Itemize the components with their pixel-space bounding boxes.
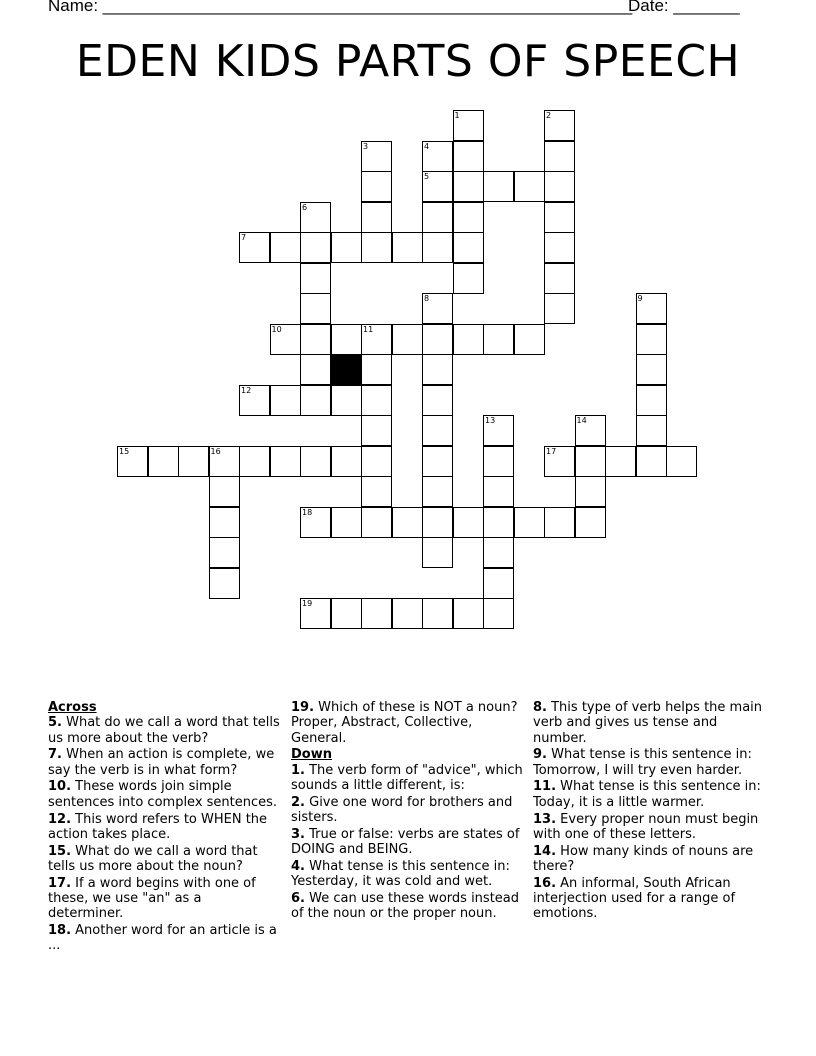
crossword-cell[interactable] — [575, 446, 606, 477]
crossword-cell[interactable] — [300, 385, 331, 416]
crossword-cell[interactable] — [422, 354, 453, 385]
crossword-cell[interactable] — [544, 507, 575, 538]
clue-item-number: 17. — [48, 875, 72, 891]
crossword-cell[interactable] — [483, 507, 514, 538]
clue-item-text: The verb form of "advice", which sounds a little different, is: — [291, 762, 523, 793]
crossword-cell[interactable] — [361, 232, 392, 263]
crossword-cell[interactable] — [483, 537, 514, 568]
clue-item-text: Which of these is NOT a noun? Proper, Abstract, Collective, General. — [291, 700, 518, 746]
crossword-cell[interactable] — [209, 476, 240, 507]
crossword-cell[interactable] — [331, 324, 362, 355]
clue-item-text: This type of verb helps the main verb and gives us tense and number. — [533, 700, 763, 746]
clue-item — [533, 844, 765, 875]
clue-item — [48, 844, 280, 875]
crossword-cell[interactable] — [544, 141, 575, 172]
clue-number: 17 — [546, 446, 557, 456]
down-heading: Down — [291, 747, 332, 763]
crossword-cell[interactable] — [636, 446, 667, 477]
crossword-cell[interactable] — [270, 446, 301, 477]
crossword-cell[interactable] — [422, 385, 453, 416]
crossword-cell[interactable] — [361, 385, 392, 416]
clue-item-text: This word refers to WHEN the action takes place. — [48, 811, 268, 842]
crossword-cell[interactable] — [453, 507, 484, 538]
clue-item — [291, 700, 523, 746]
clue-item-text: These words join simple sentences into complex sentences. — [48, 779, 278, 810]
clue-number: 18 — [302, 507, 313, 517]
crossword-cell[interactable] — [148, 446, 179, 477]
crossword-cell[interactable] — [422, 476, 453, 507]
crossword-cell[interactable] — [331, 446, 362, 477]
crossword-cell[interactable] — [239, 232, 270, 263]
clue-item-number: 11. — [533, 779, 557, 795]
clue-number: 1 — [454, 111, 460, 120]
crossword-cell[interactable] — [514, 507, 545, 538]
crossword-cell[interactable] — [331, 385, 362, 416]
clue-item — [291, 827, 523, 858]
crossword-cell[interactable] — [453, 598, 484, 629]
clue-item-number: 8. — [533, 700, 547, 715]
clue-item — [291, 795, 523, 826]
date-field-label: Date: _______ — [628, 0, 740, 15]
crossword-cell[interactable] — [239, 385, 270, 416]
clue-number: 15 — [119, 446, 130, 456]
crossword-cell[interactable] — [544, 171, 575, 202]
crossword-cell[interactable] — [544, 446, 575, 477]
crossword-cell[interactable] — [300, 598, 331, 629]
clue-item-number: 7. — [48, 747, 62, 763]
crossword-cell[interactable] — [636, 293, 667, 324]
name-field-label: Name: ________________________________________________________ — [48, 0, 633, 15]
clue-number: 10 — [271, 324, 282, 334]
clue-number: 2 — [546, 111, 552, 120]
crossword-cell[interactable] — [300, 202, 331, 233]
crossword-cell[interactable] — [575, 476, 606, 507]
crossword-cell[interactable] — [422, 232, 453, 263]
crossword-cell[interactable] — [575, 507, 606, 538]
clue-number: 3 — [363, 141, 369, 151]
clue-item — [48, 876, 280, 922]
clue-item-number: 9. — [533, 747, 547, 763]
crossword-cell[interactable] — [544, 202, 575, 233]
clue-item-text: If a word begins with one of these, we use "an" as a determiner. — [48, 875, 256, 922]
crossword-cell[interactable] — [300, 293, 331, 324]
clue-item-number: 15. — [48, 843, 72, 859]
clue-item-number: 13. — [533, 811, 557, 827]
crossword-cell[interactable] — [422, 171, 453, 202]
clue-item — [48, 923, 280, 954]
crossword-cell[interactable] — [392, 232, 423, 263]
crossword-cell[interactable] — [483, 598, 514, 629]
crossword-cell[interactable] — [422, 293, 453, 324]
clue-item — [533, 876, 765, 922]
clue-number: 11 — [363, 324, 374, 334]
crossword-cell[interactable] — [453, 110, 484, 141]
crossword-cell[interactable] — [361, 507, 392, 538]
clue-item-text: What tense is this sentence in: Tomorrow, I will try even harder. — [533, 747, 752, 778]
crossword-cell[interactable] — [483, 415, 514, 446]
crossword-cell[interactable] — [636, 324, 667, 355]
crossword-cell[interactable] — [514, 171, 545, 202]
clue-item-text: Every proper noun must begin with one of these letters. — [533, 811, 759, 842]
crossword-cell[interactable] — [361, 324, 392, 355]
clue-item — [533, 779, 765, 810]
crossword-cell[interactable] — [636, 354, 667, 385]
clue-item-text: How many kinds of nouns are there? — [533, 843, 754, 874]
clue-item-text: An informal, South African interjection used for a range of emotions. — [533, 875, 736, 922]
clue-item-number: 5. — [48, 715, 62, 731]
crossword-cell[interactable] — [422, 415, 453, 446]
crossword-cell[interactable] — [300, 507, 331, 538]
crossword-cell[interactable] — [300, 446, 331, 477]
crossword-cell[interactable] — [605, 446, 636, 477]
clue-item-number: 12. — [48, 811, 72, 827]
crossword-cell[interactable] — [575, 415, 606, 446]
clue-item-number: 16. — [533, 875, 557, 891]
clue-item-text: Give one word for brothers and sisters. — [291, 794, 513, 826]
crossword-cell[interactable] — [453, 263, 484, 294]
crossword-cell[interactable] — [178, 446, 209, 477]
crossword-cell[interactable] — [544, 293, 575, 324]
clue-item-number: 14. — [533, 843, 557, 859]
crossword-cell[interactable] — [392, 598, 423, 629]
crossword-cell[interactable] — [331, 232, 362, 263]
crossword-cell[interactable] — [544, 263, 575, 294]
crossword-cell[interactable] — [544, 110, 575, 141]
crossword-cell[interactable] — [209, 507, 240, 538]
clue-item — [48, 812, 280, 843]
clue-item-text: When an action is complete, we say the verb is in what form? — [48, 747, 275, 778]
crossword-cell[interactable] — [636, 415, 667, 446]
clue-item-number: 6. — [291, 891, 305, 907]
crossword-cell[interactable] — [361, 171, 392, 202]
crossword-cell[interactable] — [453, 171, 484, 202]
clue-item-text: Another word for an article is a ... — [48, 923, 277, 954]
crossword-cell[interactable] — [239, 446, 270, 477]
clues-column-1 — [48, 700, 280, 955]
clue-item-text: What tense is this sentence in: Today, it is a little warmer. — [533, 779, 761, 810]
crossword-cell[interactable] — [483, 568, 514, 599]
crossword-cell[interactable] — [453, 232, 484, 263]
clue-item-text: What tense is this sentence in: Yesterday, it was cold and wet. — [291, 858, 510, 890]
crossword-cell[interactable] — [117, 446, 148, 477]
clue-item-number: 19. — [291, 700, 315, 715]
clue-item — [533, 700, 765, 746]
clue-number: 6 — [302, 202, 308, 212]
clue-item — [533, 747, 765, 778]
clues-column-2 — [291, 700, 523, 923]
crossword-cell[interactable] — [361, 446, 392, 477]
crossword-cell[interactable] — [544, 232, 575, 263]
clue-number: 19 — [302, 599, 313, 608]
crossword-cell[interactable] — [361, 354, 392, 385]
clue-item-number: 10. — [48, 779, 72, 795]
crossword-cell[interactable] — [361, 202, 392, 233]
crossword-cell[interactable] — [422, 446, 453, 477]
crossword-cell[interactable] — [209, 537, 240, 568]
crossword-block — [331, 354, 362, 385]
crossword-cell[interactable] — [270, 324, 301, 355]
across-heading: Across — [48, 700, 97, 715]
crossword-cell[interactable] — [483, 476, 514, 507]
clue-item-number: 1. — [291, 762, 305, 778]
clues-column-3 — [533, 700, 765, 923]
crossword-cell[interactable] — [270, 232, 301, 263]
crossword-cell[interactable] — [666, 446, 697, 477]
clue-number: 7 — [241, 233, 247, 242]
crossword-cell[interactable] — [300, 263, 331, 294]
clue-number: 9 — [637, 294, 643, 303]
crossword-cell[interactable] — [514, 324, 545, 355]
crossword-cell[interactable] — [453, 324, 484, 355]
clue-item-text: What do we call a word that tells us more about the noun? — [48, 843, 258, 874]
crossword-cell[interactable] — [422, 598, 453, 629]
crossword-cell[interactable] — [453, 141, 484, 172]
clue-number: 8 — [424, 294, 430, 303]
clue-item-number: 2. — [291, 794, 305, 810]
crossword-cell[interactable] — [636, 385, 667, 416]
clue-item — [291, 763, 523, 794]
crossword-cell[interactable] — [422, 141, 453, 172]
clue-number: 4 — [424, 141, 430, 151]
crossword-cell[interactable] — [270, 385, 301, 416]
crossword-cell[interactable] — [300, 232, 331, 263]
clue-item-text: We can use these words instead of the noun or the proper noun. — [291, 891, 520, 922]
clue-number: 13 — [485, 416, 496, 425]
clue-item — [291, 891, 523, 922]
clue-item — [48, 779, 280, 810]
crossword-cell[interactable] — [453, 202, 484, 233]
clue-item — [291, 859, 523, 890]
crossword-cell[interactable] — [300, 324, 331, 355]
crossword-cell[interactable] — [361, 415, 392, 446]
clue-item — [48, 747, 280, 778]
clue-number: 5 — [424, 172, 430, 181]
clue-item-number: 4. — [291, 858, 305, 874]
crossword-cell[interactable] — [361, 141, 392, 172]
crossword-cell[interactable] — [209, 446, 240, 477]
crossword-cell[interactable] — [422, 507, 453, 538]
clue-item-text: True or false: verbs are states of DOING and BEING. — [291, 826, 520, 858]
crossword-cell[interactable] — [331, 507, 362, 538]
crossword-cell[interactable] — [483, 324, 514, 355]
crossword-cell[interactable] — [361, 598, 392, 629]
crossword-cell[interactable] — [422, 324, 453, 355]
crossword-cell[interactable] — [331, 598, 362, 629]
page-title: EDEN KIDS PARTS OF SPEECH — [75, 36, 741, 87]
clue-item-text: What do we call a word that tells us more about the verb? — [48, 715, 280, 746]
crossword-cell[interactable] — [483, 446, 514, 477]
clue-number: 14 — [576, 416, 587, 425]
clue-number: 16 — [210, 446, 221, 456]
crossword-cell[interactable] — [209, 568, 240, 599]
clue-item — [48, 715, 280, 746]
crossword-cell[interactable] — [483, 171, 514, 202]
clue-item-number: 18. — [48, 923, 72, 939]
crossword-cell[interactable] — [422, 202, 453, 233]
clue-item-number: 3. — [291, 826, 305, 842]
crossword-cell[interactable] — [300, 354, 331, 385]
crossword-cell[interactable] — [392, 324, 423, 355]
crossword-cell[interactable] — [392, 507, 423, 538]
crossword-cell[interactable] — [361, 476, 392, 507]
clue-number: 12 — [241, 385, 252, 395]
clue-item — [533, 812, 765, 843]
crossword-cell[interactable] — [422, 537, 453, 568]
